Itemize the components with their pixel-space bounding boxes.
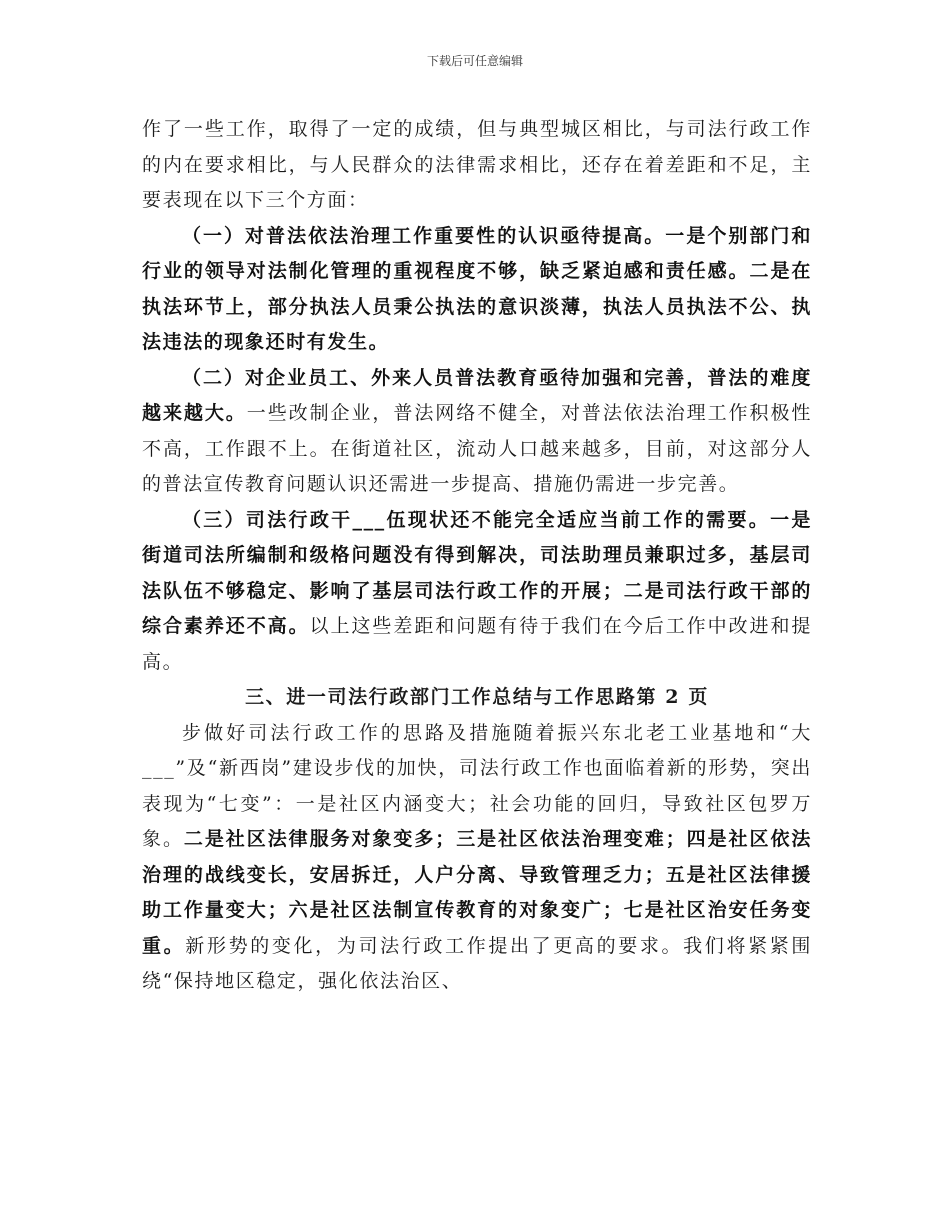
section-heading: 三、进一司法行政部门工作总结与工作思路第 2 页 bbox=[245, 686, 709, 708]
section-1-paragraph: （一）对普法依法治理工作重要性的认识亟待提高。一是个别部门和行业的领导对法制化管理的重视程度不够，缺乏紧迫感和责任感。二是在执法环节上，部分执法人员秉公执法的意识淡薄，执法人员执法不公、执法违法的现象还时有发生。 bbox=[142, 224, 812, 353]
section-2-paragraph bbox=[142, 361, 812, 503]
section-3-bold-text-start: （三）司法行政干 bbox=[182, 508, 353, 531]
section-3-paragraph bbox=[142, 503, 812, 681]
page-header: 下载后可任意编辑 bbox=[426, 54, 523, 68]
section-4-blank: ___ bbox=[142, 757, 176, 779]
section-3-blank: ___ bbox=[352, 508, 386, 531]
intro-paragraph: 作了一些工作，取得了一定的成绩，但与典型城区相比，与司法行政工作的内在要求相比，与人民群众的法律需求相比，还存在着差距和不足，主要表现在以下三个方面： bbox=[142, 118, 812, 211]
section-2-bold-text: （二）对企业员工、外来人员普法教育亟待加强和完善，普法的难度越来越大。 bbox=[142, 366, 812, 424]
document-body bbox=[142, 112, 812, 1000]
section-2-normal-text: 一些改制企业，普法网络不健全，对普法依法治理工作积极性不高，工作跟不上。在街道社区，流动人口越来越多，目前，对这部分人的普法宣传教育问题认识还需进一步提高、措施仍需进一步完善。 bbox=[142, 402, 812, 495]
section-3-bold-text-end: 伍现状还不能完全适应当前工作的需要。一是街道司法所编制和级格问题没有得到解决，司法助理员兼职过多，基层司法队伍不够稳定、影响了基层司法行政工作的开展；二是司法行政干部的综合素养还不高。 bbox=[142, 508, 812, 637]
section-4-normal-text-2: ”及“新西岗”建设步伐的加快，司法行政工作也面临着新的形势，突出表现为“七变”：一是社区内涵变大；社会功能的回归，导致社区包罗万象。 bbox=[142, 757, 812, 850]
section-4-bold-text: 二是社区法律服务对象变多；三是社区依法治理变难；四是社区依法治理的战线变长，安居拆迁，人户分离、导致管理乏力；五是社区法律援助工作量变大；六是社区法制宣传教育的对象变广；七是社区治安任务变重。 bbox=[142, 828, 812, 957]
section-4-normal-text-1: 步做好司法行政工作的思路及措施随着振兴东北老工业基地和“大 bbox=[182, 721, 812, 744]
section-4-normal-text-3: 新形势的变化，为司法行政工作提出了更高的要求。我们将紧紧围绕“保持地区稳定，强化依法治区、 bbox=[142, 934, 812, 992]
section-4-paragraph bbox=[142, 716, 812, 1000]
section-3-normal-text: 以上这些差距和问题有待于我们在今后工作中改进和提高。 bbox=[142, 615, 812, 673]
